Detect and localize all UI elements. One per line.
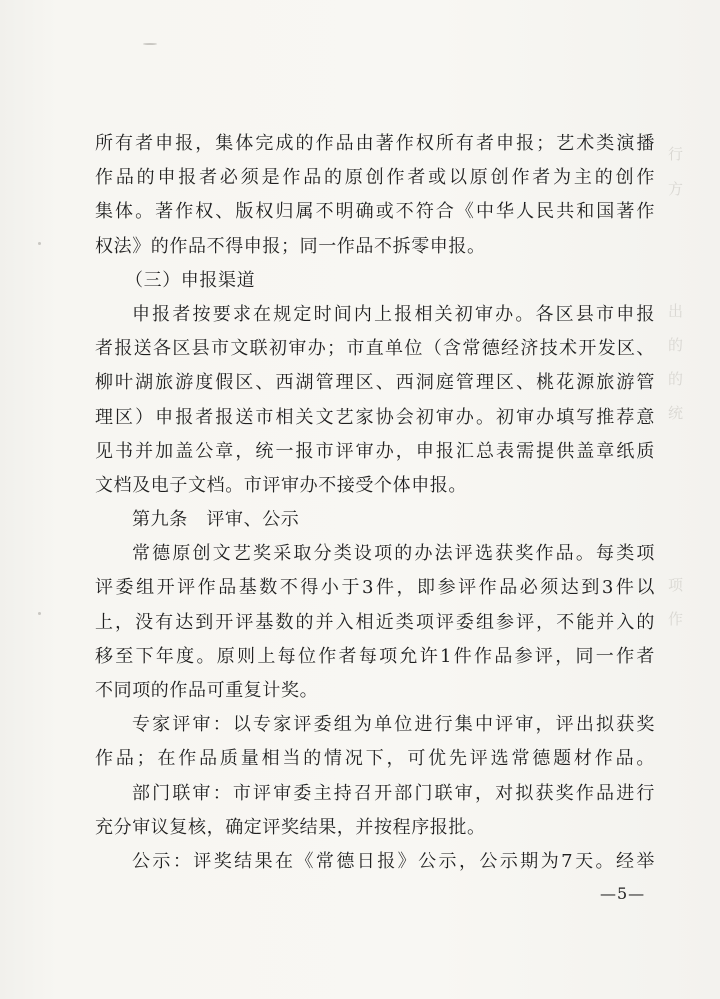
body-line: 不同项的作品可重复计奖。 <box>95 680 319 701</box>
body-line: 上，没有达到开评基数的并入相近类项评委组参评，不能并入的 <box>95 611 655 633</box>
body-line: 文档及电子文档。市评审办不接受个体申报。 <box>95 474 467 496</box>
bleed-through-mark: 的 <box>668 370 684 388</box>
body-line: 充分审议复核，确定评奖结果，并按程序报批。 <box>95 816 486 838</box>
body-line: 者报送各区县市文联初审办；市直单位（含常德经济技术开发区、 <box>95 338 655 360</box>
scan-speck <box>38 612 41 615</box>
bleed-through-mark: 方 <box>668 180 684 198</box>
bleed-through-mark: 统 <box>668 404 684 422</box>
bleed-through-mark: 作 <box>668 610 684 628</box>
body-line: 见书并加盖公章，统一报市评审办，申报汇总表需提供盖章纸质 <box>95 440 655 462</box>
body-line: 移至下年度。原则上每位作者每项允许1件作品参评，同一作者 <box>95 645 655 667</box>
body-line: 申报者按要求在规定时间内上报相关初审办。各区县市申报 <box>132 303 655 325</box>
bleed-through-mark: 行 <box>668 145 684 163</box>
body-line: 作品；在作品质量相当的情况下，可优先评选常德题材作品。 <box>95 748 655 770</box>
body-line: 理区）申报者报送市相关文艺家协会初审办。初审办填写推荐意 <box>95 406 655 428</box>
bleed-through-mark: 出 <box>668 302 684 320</box>
body-line: 作品的申报者必须是作品的原创作者或以原创作者为主的创作 <box>95 167 655 189</box>
body-line: 公示：评奖结果在《常德日报》公示，公示期为7天。经举 <box>132 850 655 872</box>
body-line: 柳叶湖旅游度假区、西湖管理区、西洞庭管理区、桃花源旅游管 <box>95 372 655 394</box>
body-line: 集体。著作权、版权归属不明确或不符合《中华人民共和国著作 <box>95 201 655 223</box>
bleed-through-mark: 项 <box>668 576 684 594</box>
scan-speck <box>143 43 157 45</box>
bleed-through-mark: 的 <box>668 336 684 354</box>
body-line: 部门联审：市评审委主持召开部门联审，对拟获奖作品进行 <box>132 782 655 804</box>
body-line: 所有者申报，集体完成的作品由著作权所有者申报；艺术类演播 <box>95 133 655 154</box>
section-heading: （三）申报渠道 <box>125 269 256 291</box>
article-heading: 第九条 评审、公示 <box>132 509 300 531</box>
scan-speck <box>38 242 41 245</box>
body-line: 评委组开评作品基数不得小于3件，即参评作品必须达到3件以 <box>95 577 655 599</box>
document-body <box>95 127 655 879</box>
body-line: 常德原创文艺奖采取分类设项的办法评选获奖作品。每类项 <box>132 543 655 565</box>
page-number: —5— <box>600 884 646 903</box>
body-line: 权法》的作品不得申报；同一作品不拆零申报。 <box>95 235 486 257</box>
body-line: 专家评审：以专家评委组为单位进行集中评审，评出拟获奖 <box>132 714 655 736</box>
